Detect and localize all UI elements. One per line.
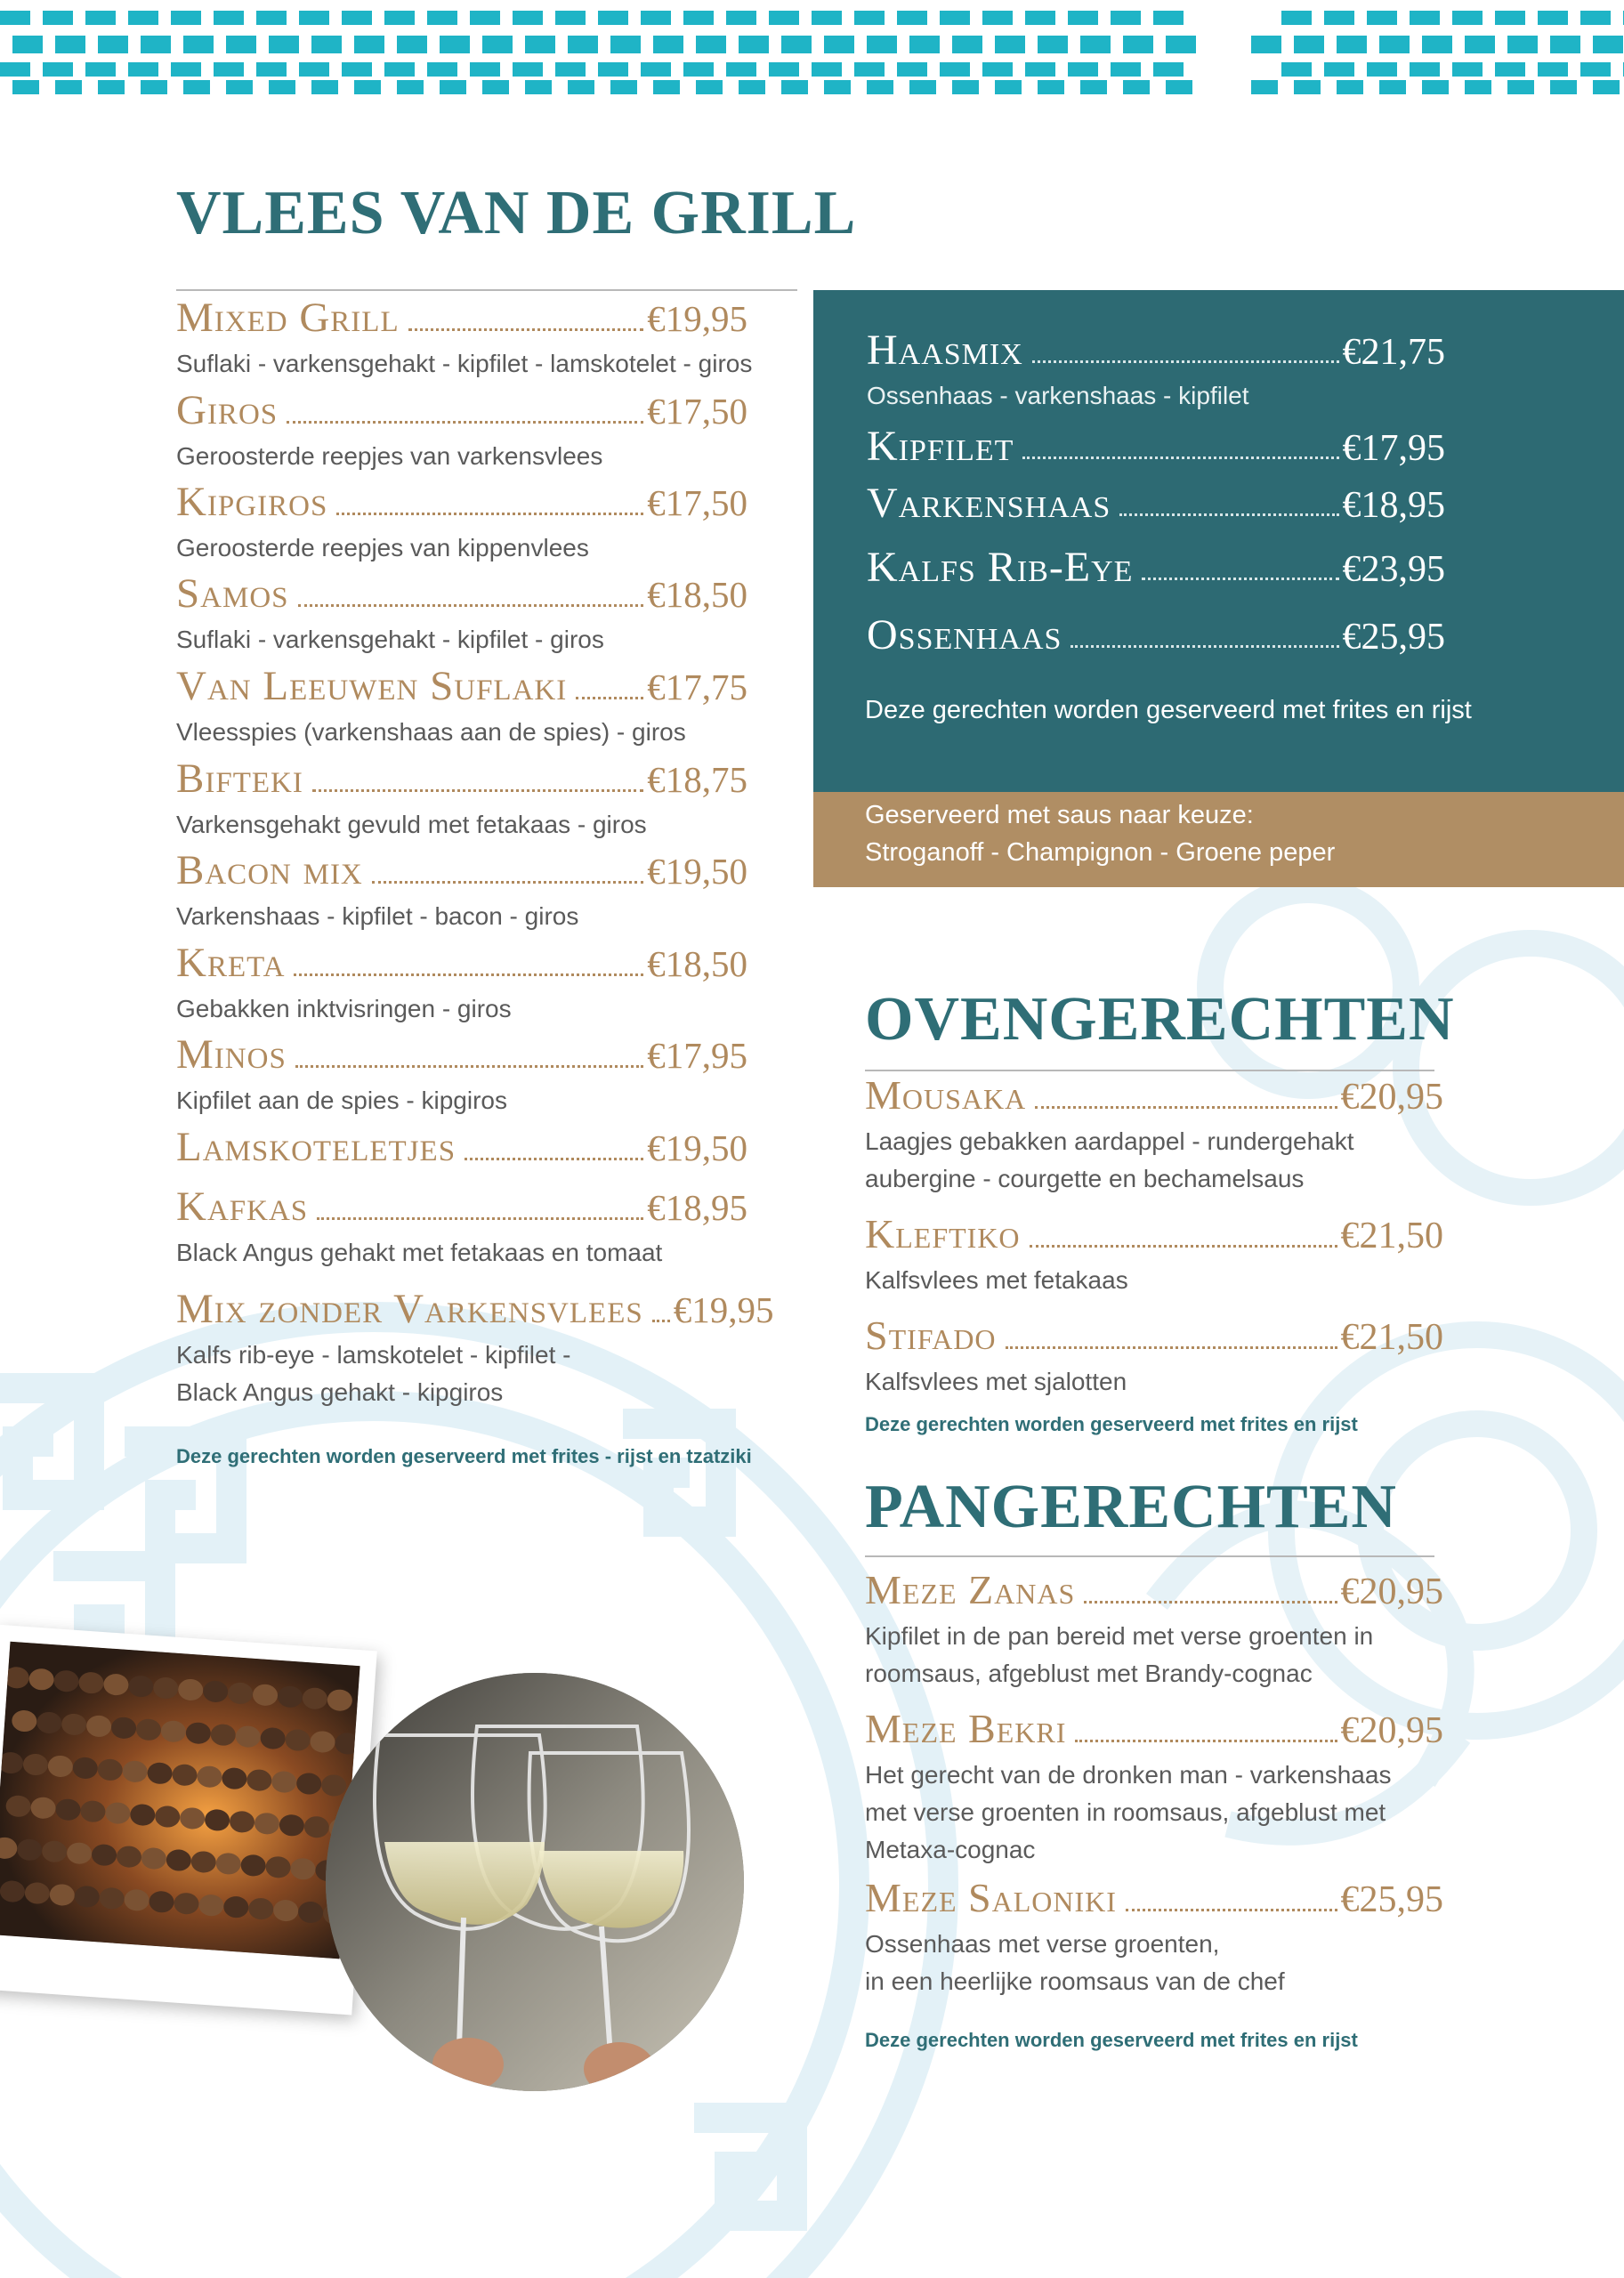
item-name: Stifado (865, 1313, 997, 1358)
dotted-leader (336, 513, 643, 515)
item-title-row (176, 755, 747, 806)
item-price: €20,95 (1340, 1077, 1443, 1118)
grill-item-kipgiros (176, 478, 747, 567)
item-description: Varkenshaas - kipfilet - bacon - giros (176, 902, 579, 930)
oven-item-kleftiko (865, 1210, 1443, 1299)
item-name: Kipfilet (867, 423, 1014, 470)
item-description: Kalfsvlees met fetakaas (865, 1266, 1128, 1294)
item-title-row (176, 1030, 747, 1082)
item-title-row (867, 422, 1445, 473)
item-price: €17,50 (647, 482, 747, 523)
item-title-row (176, 1285, 774, 1337)
grill-item-samos (176, 570, 747, 658)
item-description: in een heerlijke roomsaus van de chef (865, 1967, 1285, 1995)
item-title-row (865, 1071, 1443, 1123)
item-name: Kreta (176, 940, 286, 986)
item-title-row (867, 326, 1445, 377)
dotted-leader (298, 604, 644, 607)
item-description: roomsaus, afgeblust met Brandy-cognac (865, 1660, 1313, 1687)
item-description: Black Angus gehakt - kipgiros (176, 1378, 504, 1406)
item-name: Van Leeuwen Suflaki (176, 663, 568, 709)
grill-item-mix-zonder-varkensvlees (176, 1285, 774, 1411)
item-description: aubergine - courgette en bechamelsaus (865, 1165, 1305, 1192)
item-description: met verse groenten in roomsaus, afgeblust met (865, 1798, 1386, 1826)
special-grill-box (813, 290, 1624, 792)
item-price: €18,95 (647, 1187, 747, 1228)
item-description: Geroosterde reepjes van kippenvlees (176, 534, 589, 561)
item-name: Samos (176, 570, 289, 617)
item-price: €18,50 (647, 574, 747, 615)
oven-title: OVENGERECHTEN (865, 985, 1455, 1054)
item-description: Ossenhaas - varkenshaas - kipfilet (867, 382, 1249, 409)
item-price: €25,95 (1342, 617, 1445, 658)
item-price: €19,50 (647, 851, 747, 892)
special-item-ossenhaas (867, 610, 1445, 662)
grill-item-minos (176, 1030, 747, 1119)
dotted-leader (294, 973, 643, 976)
dotted-leader (1030, 1245, 1337, 1248)
sauce-line-1: Geserveerd met saus naar keuze: (865, 801, 1254, 829)
item-title-row (176, 386, 747, 438)
item-title-row (176, 570, 747, 621)
pan-item-meze-saloniki (865, 1874, 1443, 2000)
oven-item-mousaka (865, 1071, 1443, 1198)
grill-item-kreta (176, 939, 747, 1028)
grill-title-rule (176, 289, 797, 291)
pan-item-meze-zanas (865, 1566, 1443, 1692)
item-title-row (176, 846, 747, 898)
grill-item-giros (176, 386, 747, 475)
pan-item-meze-bekri (865, 1705, 1443, 1869)
item-name: Mix zonder Varkensvlees (176, 1286, 643, 1332)
special-serving-note: Deze gerechten worden geserveerd met frites en rijst (865, 696, 1472, 724)
grill-item-lamskoteletjes (176, 1123, 747, 1175)
item-description: Ossenhaas met verse groenten, (865, 1930, 1220, 1958)
dotted-leader (312, 789, 643, 792)
oven-item-stifado (865, 1312, 1443, 1401)
item-price: €17,50 (647, 391, 747, 432)
item-price: €20,95 (1340, 1710, 1443, 1751)
item-price: €19,50 (647, 1127, 747, 1168)
dotted-leader (1126, 1909, 1337, 1911)
item-description: Metaxa-cognac (865, 1836, 1036, 1863)
dotted-leader (1022, 456, 1338, 459)
dotted-leader (1119, 513, 1338, 516)
item-name: Kalfs Rib-Eye (867, 544, 1134, 591)
item-name: Meze Bekri (865, 1706, 1067, 1751)
item-title-row (176, 662, 747, 714)
item-title-row (865, 1210, 1443, 1262)
item-name: Kipgiros (176, 479, 328, 525)
dotted-leader (287, 421, 643, 424)
item-name: Varkenshaas (867, 480, 1111, 527)
dotted-leader (1035, 1106, 1337, 1109)
grill-serving-note: Deze gerechten worden geserveerd met frites - rijst en tzatziki (176, 1445, 752, 1467)
item-title-row (865, 1566, 1443, 1618)
wine-glasses-photo (326, 1673, 744, 2091)
grill-item-mixed-grill (176, 294, 753, 383)
item-title-row (867, 610, 1445, 662)
item-name: Meze Saloniki (865, 1875, 1117, 1920)
item-price: €21,50 (1340, 1216, 1443, 1256)
item-title-row (176, 1183, 747, 1234)
item-price: €25,95 (1340, 1879, 1443, 1920)
item-description: Kipfilet aan de spies - kipgiros (176, 1086, 507, 1114)
item-description: Geroosterde reepjes van varkensvlees (176, 442, 603, 470)
special-item-varkenshaas (867, 479, 1445, 530)
item-name: Kafkas (176, 1183, 309, 1230)
item-price: €19,95 (673, 1289, 774, 1330)
grill-item-bifteki (176, 755, 747, 844)
item-price: €18,95 (1342, 485, 1445, 526)
item-description: Het gerecht van de dronken man - varkenshaas (865, 1761, 1392, 1789)
item-price: €17,95 (1342, 428, 1445, 469)
dotted-leader (317, 1217, 643, 1220)
item-name: Haasmix (867, 327, 1023, 374)
item-title-row (867, 543, 1445, 594)
item-price: €18,50 (647, 943, 747, 984)
item-description: Kipfilet in de pan bereid met verse groenten in (865, 1622, 1374, 1650)
item-name: Mousaka (865, 1072, 1027, 1118)
item-price: €17,95 (647, 1035, 747, 1076)
dotted-leader (408, 328, 644, 331)
grill-skewers-photo (0, 1642, 360, 1959)
special-item-kipfilet (867, 422, 1445, 473)
item-description: Suflaki - varkensgehakt - kipfilet - giros (176, 626, 604, 653)
item-description: Varkensgehakt gevuld met fetakaas - giros (176, 811, 647, 838)
dotted-leader (652, 1320, 670, 1322)
grill-item-van-leeuwen-suflaki (176, 662, 747, 751)
item-description: Kalfs rib-eye - lamskotelet - kipfilet - (176, 1341, 571, 1369)
item-name: Mixed Grill (176, 295, 400, 341)
item-description: Kalfsvlees met sjalotten (865, 1368, 1127, 1395)
special-item-kalfs-rib-eye (867, 543, 1445, 594)
item-name: Meze Zanas (865, 1567, 1076, 1612)
item-name: Minos (176, 1031, 287, 1078)
dotted-leader (576, 697, 643, 699)
item-title-row (176, 1123, 747, 1175)
item-title-row (176, 478, 747, 529)
item-price: €21,50 (1340, 1317, 1443, 1358)
item-title-row (865, 1705, 1443, 1757)
item-description: Black Angus gehakt met fetakaas en tomaat (176, 1239, 663, 1266)
item-name: Bacon mix (176, 847, 363, 893)
grill-item-kafkas (176, 1183, 747, 1272)
item-title-row (867, 479, 1445, 530)
item-price: €19,95 (647, 298, 747, 339)
item-description: Gebakken inktvisringen - giros (176, 995, 512, 1022)
dotted-leader (372, 881, 643, 884)
pan-title: PANGERECHTEN (865, 1473, 1397, 1541)
item-name: Lamskoteletjes (176, 1124, 456, 1170)
item-title-row (865, 1312, 1443, 1363)
item-description: Suflaki - varkensgehakt - kipfilet - lamskotelet - giros (176, 350, 753, 377)
item-name: Bifteki (176, 755, 303, 802)
item-description: Laagjes gebakken aardappel - rundergehakt (865, 1127, 1354, 1155)
dotted-leader (295, 1065, 643, 1068)
item-description: Vleesspies (varkenshaas aan de spies) - giros (176, 718, 686, 746)
dotted-leader (1006, 1346, 1337, 1349)
dotted-leader (1075, 1740, 1337, 1742)
item-title-row (176, 939, 747, 990)
grill-title: VLEES VAN DE GRILL (176, 179, 857, 247)
dotted-leader (1084, 1601, 1337, 1603)
item-name: Ossenhaas (867, 611, 1062, 658)
special-item-haasmix (867, 326, 1445, 415)
item-title-row (865, 1874, 1443, 1926)
item-price: €17,75 (647, 666, 747, 707)
item-price: €21,75 (1342, 332, 1445, 373)
sauce-line-2: Stroganoff - Champignon - Groene peper (865, 838, 1336, 867)
sauce-box (813, 792, 1624, 887)
pan-serving-note: Deze gerechten worden geserveerd met frites en rijst (865, 2029, 1358, 2051)
pan-title-rule (865, 1555, 1434, 1557)
dotted-leader (1032, 360, 1339, 363)
item-price: €23,95 (1342, 549, 1445, 590)
item-name: Kleftiko (865, 1211, 1021, 1256)
item-price: €18,75 (647, 759, 747, 800)
grill-photo-polaroid (0, 1625, 377, 2015)
grill-item-bacon-mix (176, 846, 747, 935)
oven-serving-note: Deze gerechten worden geserveerd met frites en rijst (865, 1413, 1358, 1435)
dotted-leader (1071, 645, 1338, 648)
item-name: Giros (176, 387, 279, 433)
dotted-leader (465, 1158, 643, 1160)
item-price: €20,95 (1340, 1571, 1443, 1612)
item-title-row (176, 294, 747, 345)
dotted-leader (1142, 578, 1338, 580)
